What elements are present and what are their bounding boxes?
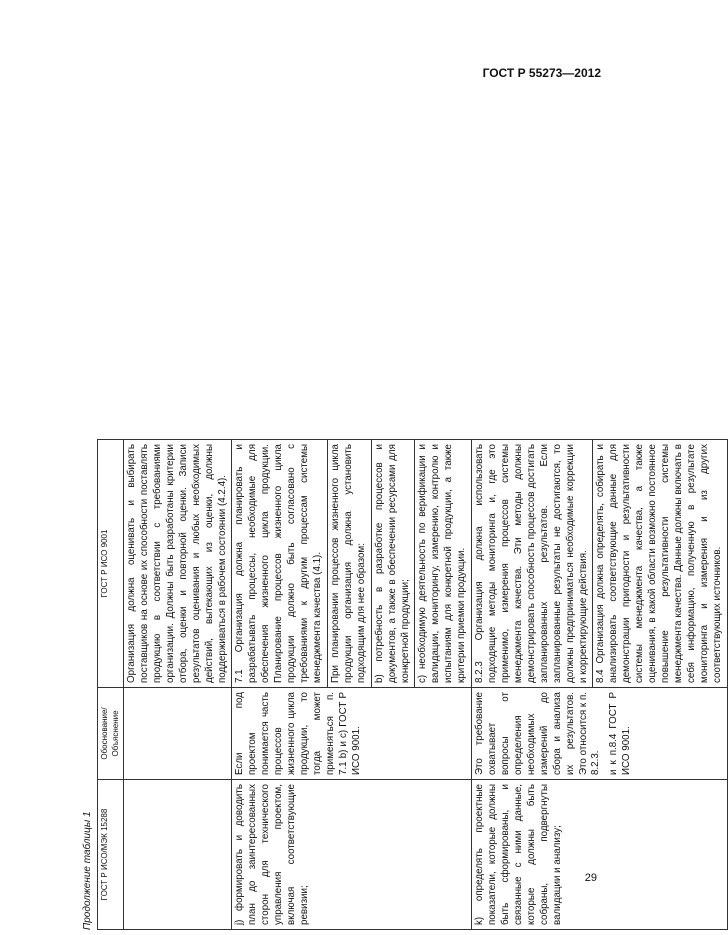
table-caption: Продолжение таблицы 1 [82, 811, 93, 930]
header-gost-15288: ГОСТ Р ИСО/МЭК 15288 [98, 780, 124, 930]
table-header-row [98, 91, 124, 930]
row3-c3-p2: и к п.8.4 ГОСТ Р ИСО 9001. [608, 692, 633, 775]
row3-c4-p2: 8.4 Организация должна определять, собирать и анализировать соответствующие данные для демонстрации пригодности и результативности системы менеджмента качества, а также оценивания, в какой области возможно постоянное повышение результативности системы менеджмента качества. Данные должны включать в себя информацию, полученную в результате мониторинга и измерения и из других соответствующих источников. [595, 444, 723, 683]
header-justification: Обоснование/Объяснение [98, 688, 124, 780]
table-row [124, 91, 232, 930]
document-id: ГОСТ Р 55273—2012 [482, 66, 601, 80]
row2-c4-p2: При планировании процессов жизненного цикла продукции организация должна установить подходящим для нее образом: [328, 440, 372, 687]
row3-c4-p1: 8.2.3 Организация должна использовать подходящие методы мониторинга и, где это применимо, измерения процессов системы менеджмента качества. Эти методы должны демонстрировать способность процессов достигать запланированных результатов. Если запланированные результаты не достигаются, то должны предприниматься необходимые коррекции и корректирующие действия. [472, 440, 593, 687]
page-number: 29 [584, 872, 597, 884]
comparison-table [97, 90, 728, 930]
row3-c4 [472, 440, 728, 688]
row3-c2: k) определять проектные показатели, которые должны быть сформированы, и связанные с ними данные, которые должны быть собраны, подвергнуты валидации и анализу; [472, 780, 728, 930]
row2-c2: j) формировать и доводить план до заинтересованных сторон для технического управления проектом, включая соответствующие ревизии; [232, 780, 472, 930]
row1-c2 [124, 780, 232, 930]
row1-c4 [124, 440, 232, 688]
row1-c4-p1: Организация должна оценивать и выбирать поставщиков на основе их способности поставлять продукцию в соответствии с требованиями организации. Должны быть разработаны критерии отбора, оценки и повторной оценки. Записи результатов оценивания и любых необходимых действий, вытекающих из оценки, должны поддерживаться в рабочем состоянии (4.2.4). [126, 444, 228, 683]
row2-c4-p1: 7.1 Организация должна планировать и разрабатывать процессы, необходимые для обеспечения жизненного цикла продукции. Планирование процессов жизненного цикла продукции должно быть согласовано с требованиями к другим процессам системы менеджмента качества (4.1). [232, 440, 327, 687]
row2-c4-p4: c) необходимую деятельность по верификации и валидации, мониторингу, измерению, контролю и испытаниям для конкретной продукции, а также критерии приемки продукции. [417, 444, 468, 683]
row1-c3 [124, 688, 232, 780]
row3-c3 [472, 688, 728, 780]
row3-c3-p1: Это требование охватывает вопросы от определения необходимых измерений до сбора и анализа их результатов. Это относится к п. 8.2.3. [474, 692, 602, 775]
table-row [232, 91, 472, 930]
header-gost-9001: ГОСТ Р ИСО 9001 [98, 440, 124, 688]
row2-c3: Если под проектом понимается часть процессов жизненного цикла продукции, то тогда может применяться п. 7.1 b) и c) ГОСТ Р ИСО 9001. [232, 688, 472, 780]
table-row [472, 91, 728, 930]
row2-c4-p3: b) потребность в разработке процессов и документов, а также в обеспечении ресурсами для конкретной продукции; [372, 440, 416, 687]
row2-c4 [232, 440, 472, 688]
